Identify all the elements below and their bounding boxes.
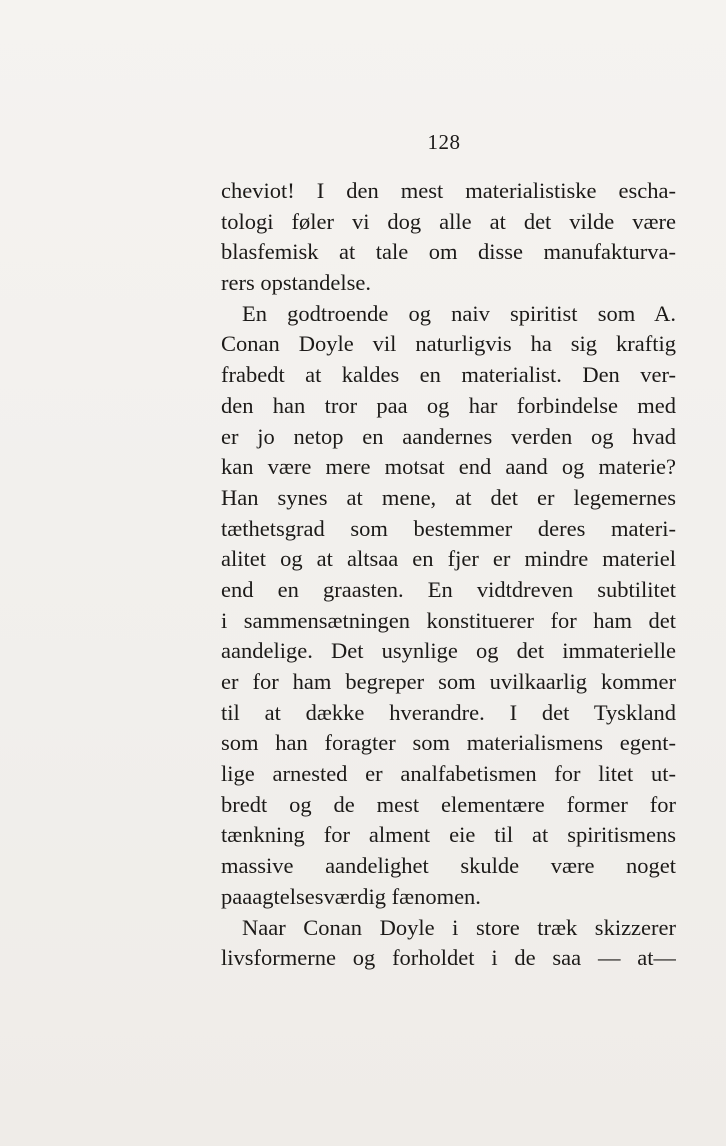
text-line: Conan Doyle vil naturligvis ha sig kraftig (221, 331, 676, 357)
text-line: til at dække hverandre. I det Tyskland (221, 699, 676, 725)
text-line: massive aandelighet skulde være noget (221, 853, 676, 879)
text-line: Han synes at mene, at det er legemernes (221, 484, 676, 510)
text-line: alitet og at altsaa en fjer er mindre materiel (221, 546, 676, 572)
text-line: end en graasten. En vidtdreven subtilitet (221, 576, 676, 602)
text-line: tæthetsgrad som bestemmer deres materi- (221, 515, 676, 541)
text-line: er jo netop en aandernes verden og hvad (221, 423, 676, 449)
text-line: blasfemisk at tale om disse manufakturva- (221, 239, 676, 265)
text-line: tologi føler vi dog alle at det vilde være (221, 208, 676, 234)
text-line: lige arnested er analfabetismen for litet ut- (221, 761, 676, 787)
text-line: livsformerne og forholdet i de saa — at— (221, 945, 676, 971)
page-number: 128 (427, 130, 461, 154)
text-line: i sammensætningen konstituerer for ham det (221, 607, 676, 633)
text-line: Naar Conan Doyle i store træk skizzerer (242, 914, 676, 940)
text-line: frabedt at kaldes en materialist. Den ver- (221, 362, 676, 388)
text-line: kan være mere motsat end aand og materie? (221, 454, 676, 480)
text-line: som han foragter som materialismens egent- (221, 730, 676, 756)
body-text (221, 176, 676, 974)
text-line: den han tror paa og har forbindelse med (221, 392, 676, 418)
text-line: bredt og de mest elementære former for (221, 791, 676, 817)
text-line: rers opstandelse. (221, 270, 371, 296)
text-line: tænkning for alment eie til at spiritismens (221, 822, 676, 848)
text-line: paaagtelsesværdig fænomen. (221, 883, 481, 909)
text-line: En godtroende og naiv spiritist som A. (242, 300, 676, 326)
text-line: aandelige. Det usynlige og det immaterielle (221, 638, 676, 664)
text-line: er for ham begreper som uvilkaarlig kommer (221, 669, 676, 694)
text-line: cheviot! I den mest materialistiske escha- (221, 178, 676, 203)
